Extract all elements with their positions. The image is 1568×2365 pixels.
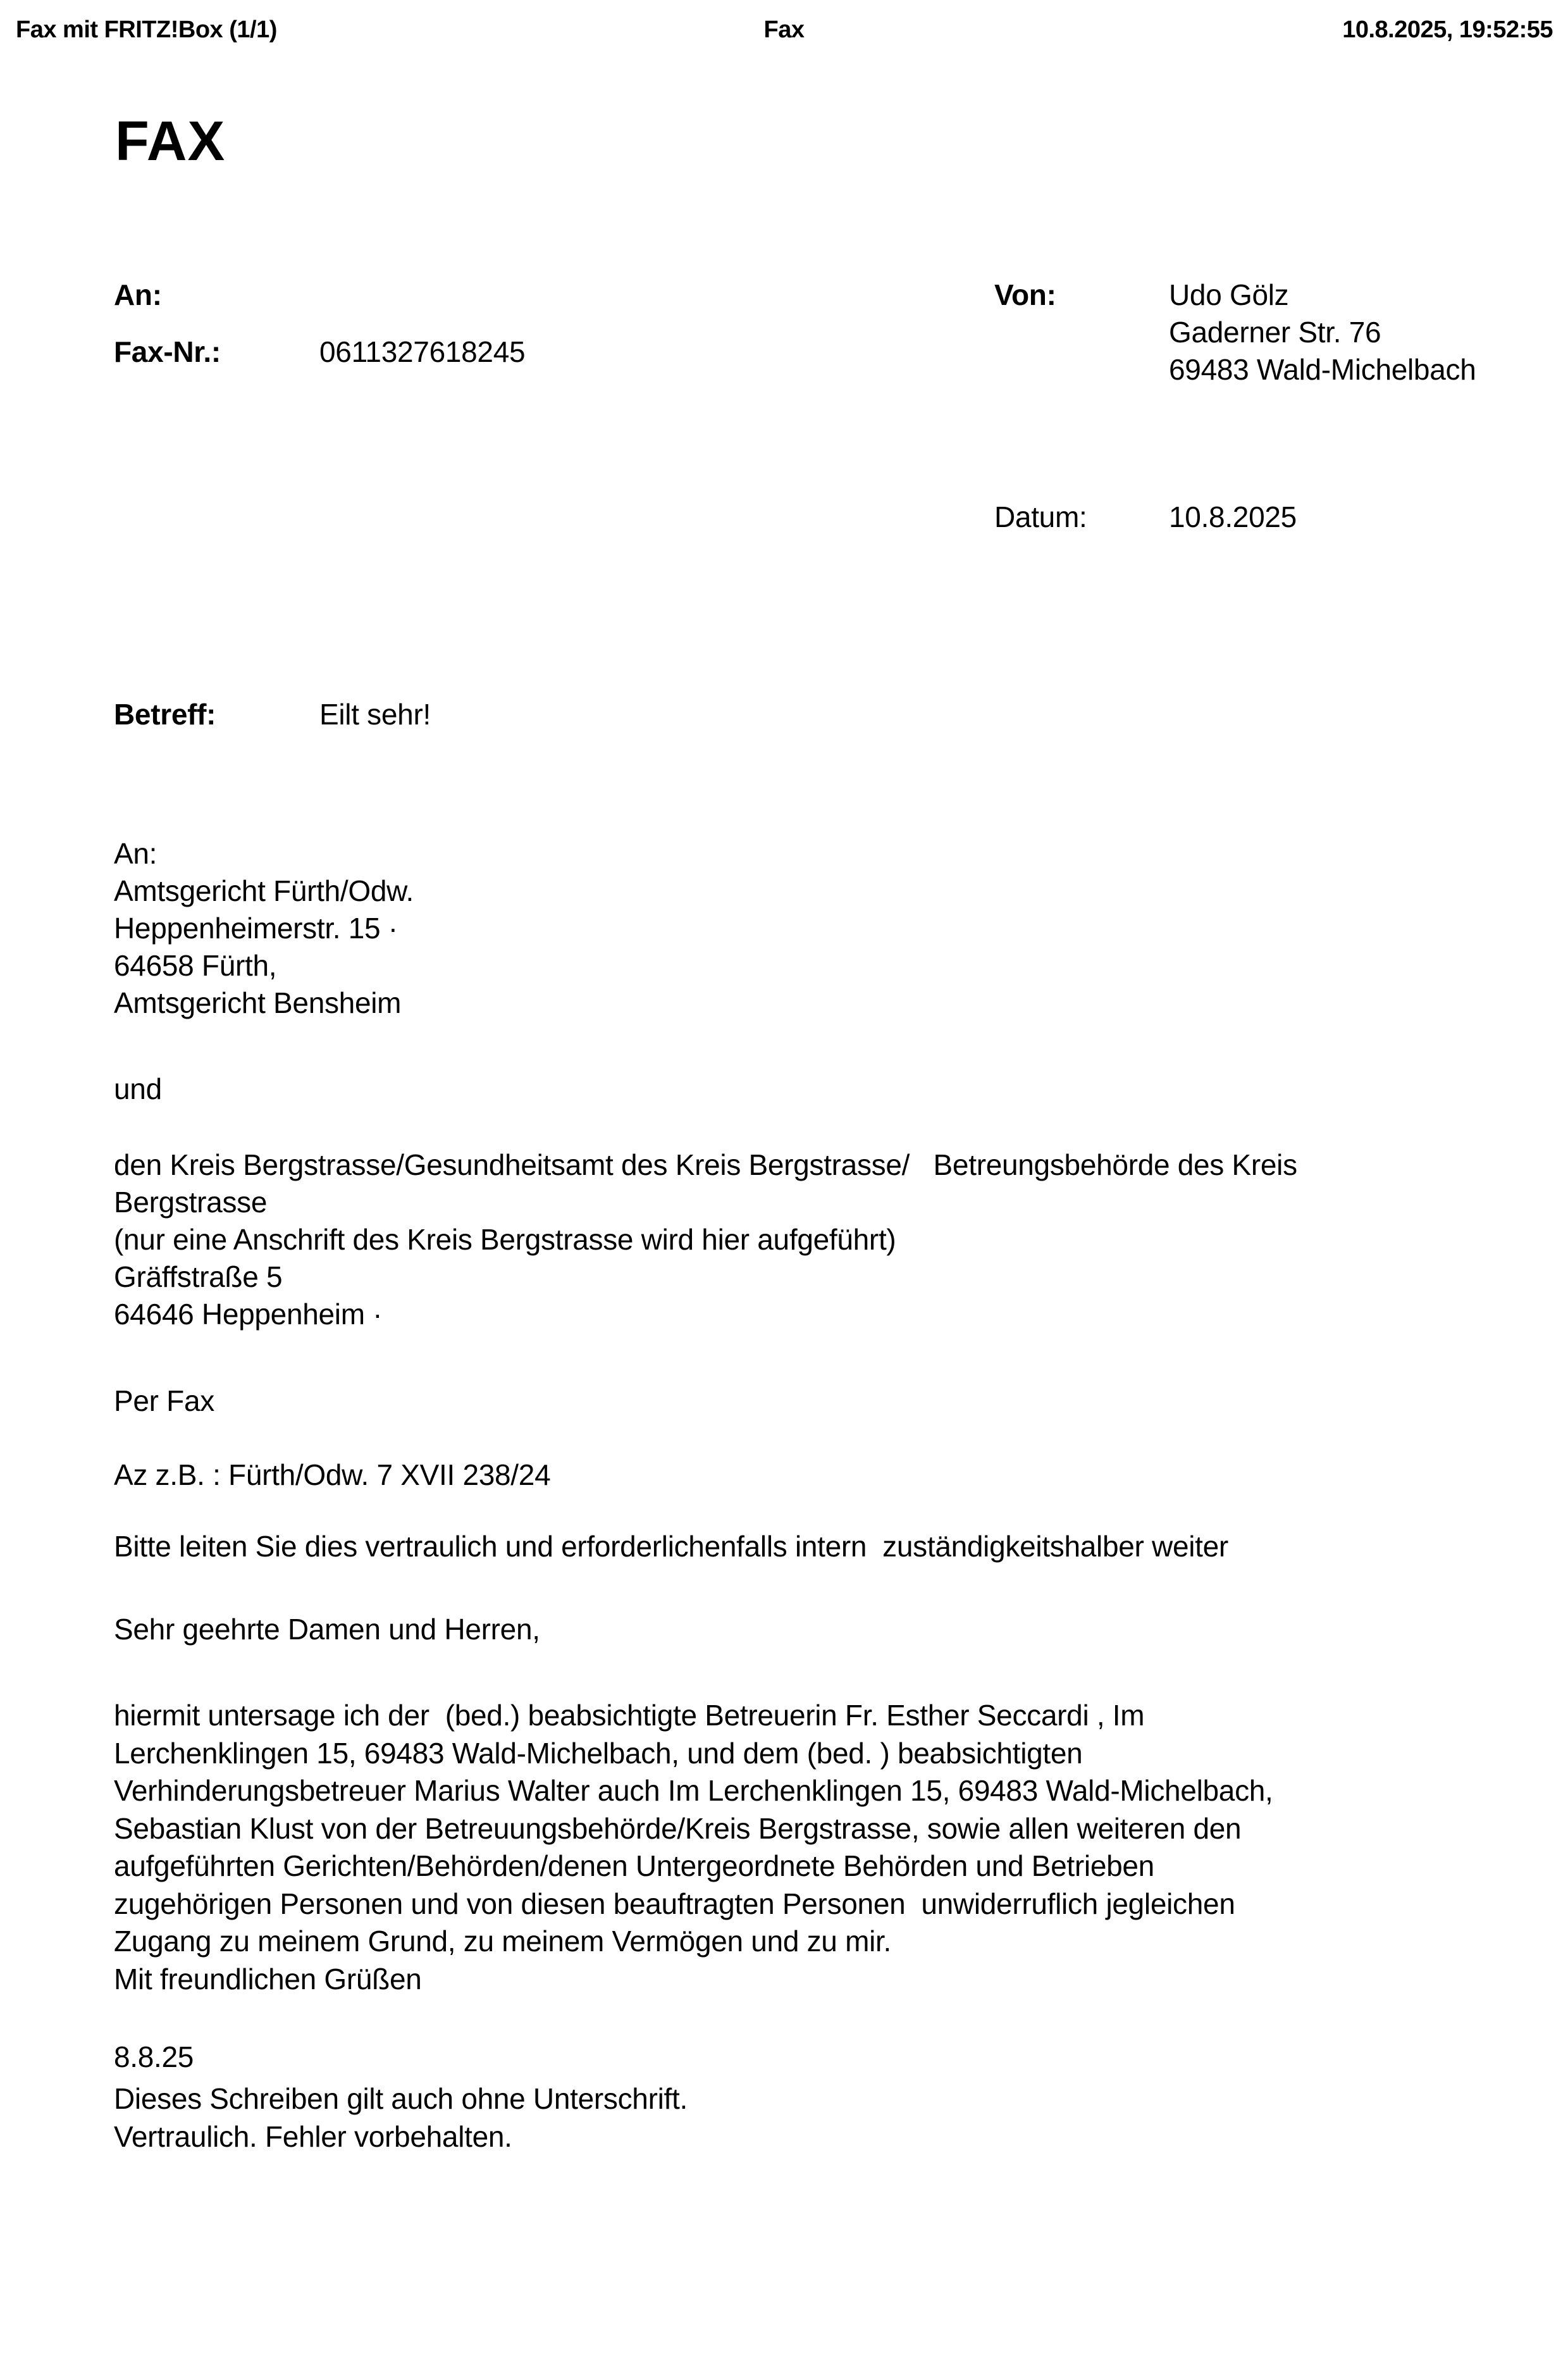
scan-header-timestamp: 10.8.2025, 19:52:55 <box>1342 16 1553 43</box>
kreis-line: (nur eine Anschrift des Kreis Bergstrasse wird hier aufgeführt) <box>114 1223 896 1256</box>
sender-city: 69483 Wald-Michelbach <box>1169 353 1476 386</box>
scan-header-app-title: Fax mit FRITZ!Box (1/1) <box>16 16 277 43</box>
salutation: Sehr geehrte Damen und Herren, <box>114 1613 540 1646</box>
betreff-label: Betreff: <box>114 698 216 731</box>
closing-line: Dieses Schreiben gilt auch ohne Unterschrift. <box>114 2082 688 2115</box>
sender-street: Gaderner Str. 76 <box>1169 316 1381 349</box>
kreis-line: 64646 Heppenheim · <box>114 1298 383 1331</box>
paragraph-line: Verhinderungsbetreuer Marius Walter auch Im Lerchenklingen 15, 69483 Wald-Michelbach, <box>114 1774 1273 1807</box>
von-label: Von: <box>994 278 1056 311</box>
sender-address-block <box>1169 276 1476 388</box>
az-reference: Az z.B. : Fürth/Odw. 7 XVII 238/24 <box>114 1458 551 1491</box>
closing-line: Vertraulich. Fehler vorbehalten. <box>114 2120 512 2153</box>
recipient-line: Amtsgericht Fürth/Odw. <box>114 874 414 907</box>
paragraph-line: aufgeführten Gerichten/Behörden/denen Untergeordnete Behörden und Betrieben <box>114 1849 1154 1882</box>
paragraph-line: Lerchenklingen 15, 69483 Wald-Michelbach, und dem (bed. ) beabsichtigten <box>114 1736 1083 1770</box>
kreis-address-block <box>114 1146 1297 1333</box>
datum-value: 10.8.2025 <box>1169 500 1297 533</box>
recipient-line: Amtsgericht Bensheim <box>114 986 402 1019</box>
paragraph-line: hiermit untersage ich der (bed.) beabsichtigte Betreuerin Fr. Esther Seccardi , Im <box>114 1699 1145 1732</box>
scan-header-doc-title: Fax <box>763 16 805 43</box>
recipient-line: 64658 Fürth, <box>114 949 277 982</box>
fax-nr-value: 0611327618245 <box>319 335 526 368</box>
kreis-line: Bergstrasse <box>114 1186 268 1219</box>
fax-title: FAX <box>115 109 226 172</box>
closing-block <box>114 2080 688 2156</box>
recipient-line: Heppenheimerstr. 15 · <box>114 912 398 945</box>
datum-label: Datum: <box>994 500 1087 533</box>
an-label: An: <box>114 278 162 311</box>
paragraph-line: Zugang zu meinem Grund, zu meinem Vermögen und zu mir. <box>114 1925 891 1958</box>
scan-header <box>0 16 1568 54</box>
connector-word: und <box>114 1072 162 1105</box>
kreis-line: Gräffstraße 5 <box>114 1260 283 1293</box>
kreis-line: den Kreis Bergstrasse/Gesundheitsamt des Kreis Bergstrasse/ Betreungsbehörde des Kreis <box>114 1148 1297 1181</box>
recipient-address-block <box>114 835 414 1022</box>
forward-notice: Bitte leiten Sie dies vertraulich und erforderlichenfalls intern zuständigkeitshalber weiter <box>114 1530 1228 1563</box>
paragraph-line: zugehörigen Personen und von diesen beauftragten Personen unwiderruflich jegleichen <box>114 1887 1235 1920</box>
betreff-value: Eilt sehr! <box>319 698 431 731</box>
per-fax-line: Per Fax <box>114 1384 214 1417</box>
letter-date: 8.8.25 <box>114 2040 194 2073</box>
sender-name: Udo Gölz <box>1169 278 1289 311</box>
recipient-line: An: <box>114 837 157 870</box>
paragraph-line: Mit freundlichen Grüßen <box>114 1962 422 1996</box>
main-paragraph <box>114 1697 1273 1998</box>
fax-nr-label: Fax-Nr.: <box>114 335 221 368</box>
paragraph-line: Sebastian Klust von der Betreuungsbehörde/Kreis Bergstrasse, sowie allen weiteren den <box>114 1811 1242 1845</box>
